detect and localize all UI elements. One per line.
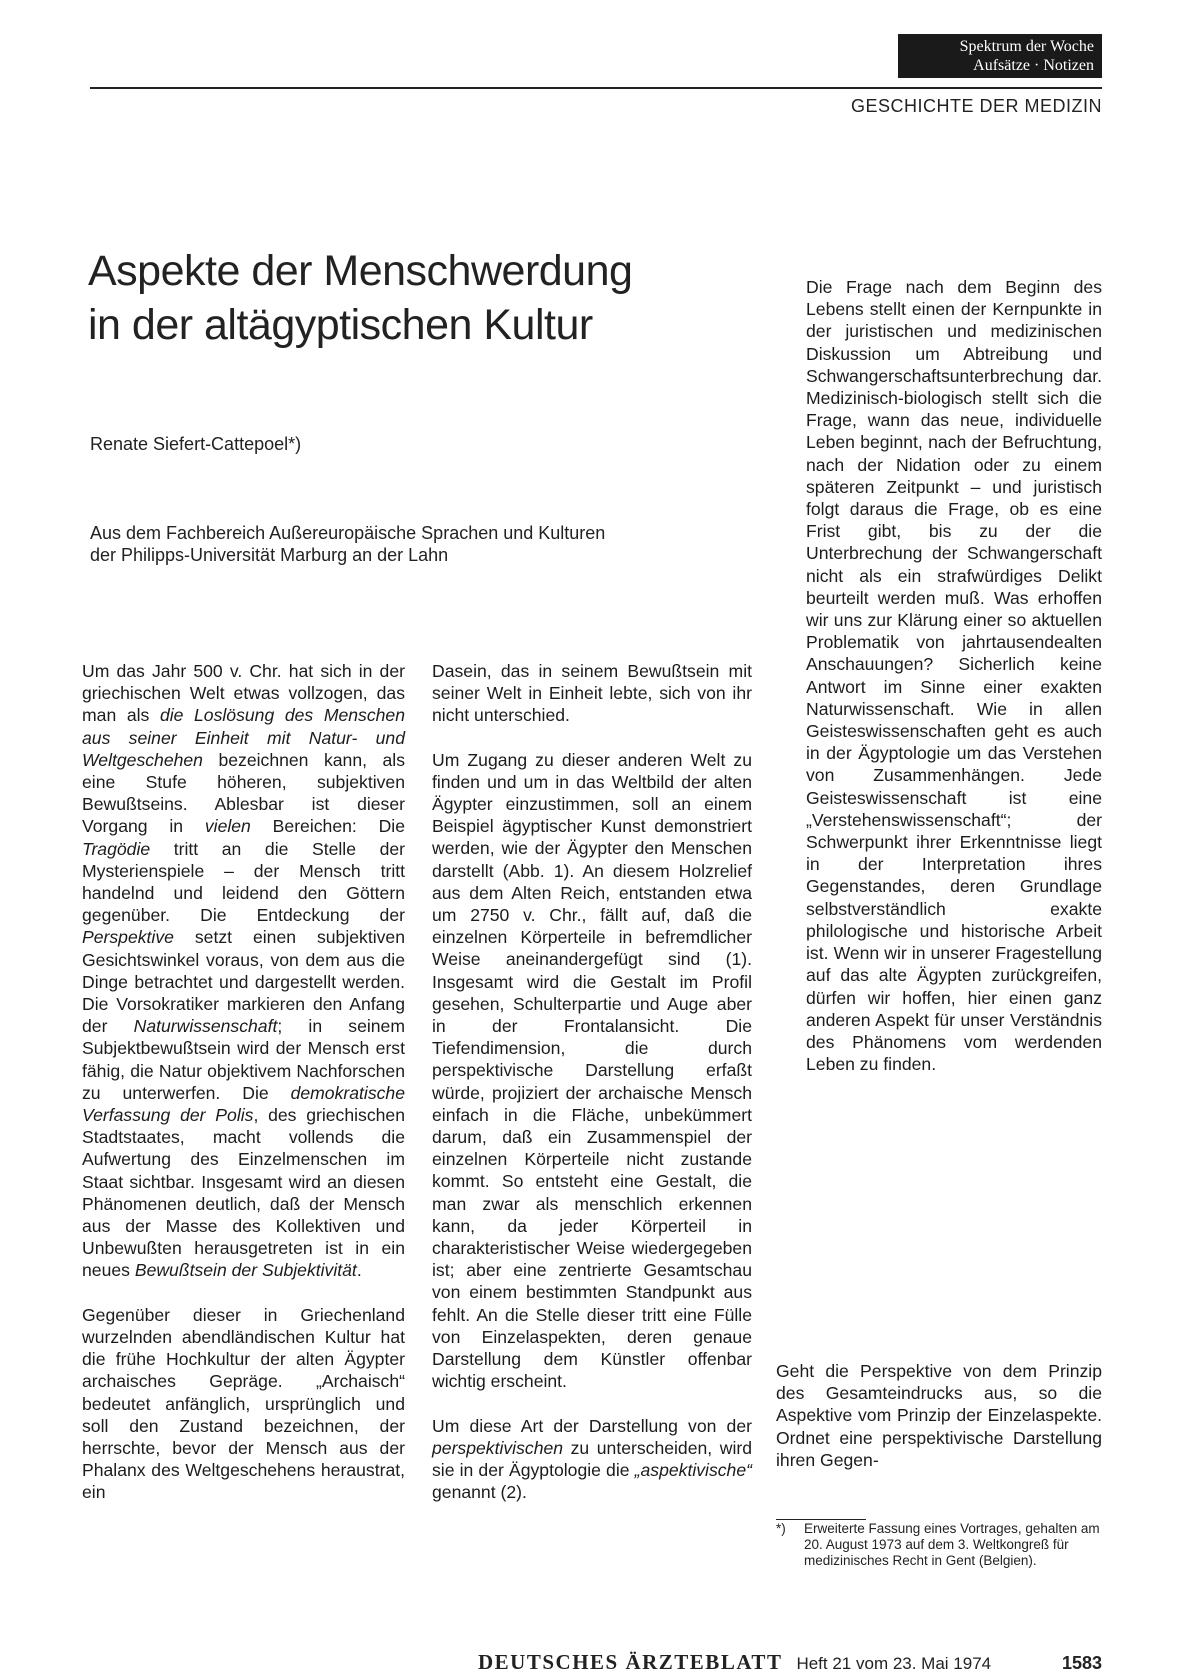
article-title <box>88 244 728 352</box>
paragraph: Um Zugang zu dieser anderen Welt zu finden und um in das Weltbild der alten Ägypter einzustimmen, soll an einem Beispiel ägyptischer Kunst demonstriert werden, wie der Ägypter den Menschen darstellt (Abb. 1). An diesem Holzrelief aus dem Alten Reich, entstanden etwa um 2750 v. Chr., fällt auf, daß die einzelnen Körperteile in befremdlicher Weise aneinandergefügt sind (1). Insgesamt wird die Gestalt im Profil gesehen, Schulterpartie und Auge aber in der Frontalansicht. Die Tiefendimension, die durch perspektivische Darstellung erfaßt würde, projiziert der archaische Mensch einfach in die Fläche, unbekümmert darum, daß ein Zusammenspiel der einzelnen Körperteile nicht zustande kommt. So entsteht eine Gestalt, die man zwar als menschlich erkennen kann, da jeder Körperteil in charakteristischer Weise wiedergegeben ist; aber eine zentrierte Gesamtschau von einem bestimmten Standpunkt aus fehlt. An die Stelle dieser tritt eine Fülle von Einzelaspekten, deren genaue Darstellung dem Künstler offenbar wichtig erscheint. <box>432 749 752 1392</box>
intro-column <box>806 276 1102 1097</box>
emphasis: die Loslösung des Menschen aus seiner Einheit mit Natur- und Weltgeschehen <box>82 705 405 770</box>
paragraph: Dasein, das in seinem Bewußtsein mit seiner Welt in Einheit lebte, sich von ihr nicht unterschied. <box>432 661 752 726</box>
affiliation-line-2: der Philipps-Universität Marburg an der Lahn <box>90 545 449 565</box>
affiliation <box>90 522 710 566</box>
paragraph <box>82 660 405 1282</box>
header-rule <box>90 87 1102 89</box>
section-badge <box>898 34 1102 78</box>
body-column-1 <box>82 660 405 1526</box>
paragraph <box>432 1415 752 1504</box>
affiliation-line-1: Aus dem Fachbereich Außereuropäische Sprachen und Kulturen <box>90 523 606 543</box>
section-heading: GESCHICHTE DER MEDIZIN <box>850 96 1102 116</box>
body-column-3 <box>776 1360 1102 1493</box>
paragraph: Gegenüber dieser in Griechenland wurzelnden abendländischen Kultur hat die frühe Hochkultur der alten Ägypter archaisches Gepräge. „Archaisch“ bedeutet anfänglich, ursprünglich und soll den Zustand bezeichnen, der herrschte, bevor der Mensch aus der Phalanx des Weltgeschehens heraustrat, ein <box>82 1304 405 1503</box>
text-run: . <box>356 1260 362 1281</box>
issue-info: Heft 21 vom 23. Mai 1974 <box>796 1654 992 1673</box>
badge-line-2: Aufsätze · Notizen <box>973 57 1094 74</box>
paragraph: Die Frage nach dem Beginn des Lebens stellt einen der Kernpunkte in der juristischen und medizinischen Diskussion um Abtreibung und Schwangerschaftsunterbrechung dar. Medizinisch-biologisch stellt sich die Frage, wann das neue, individuelle Leben beginnt, nach der Befruchtung, nach der Nidation oder zu einem späteren Zeitpunkt – und juristisch folgt daraus die Frage, ob es eine Frist gibt, bis zu der die Unterbrechung der Schwangerschaft nicht als ein strafwürdiges Delikt beurteilt werden muß. Was erhoffen wir uns zur Klärung einer so aktuellen Problematik von jahrtausendealten Anschauungen? Sicherlich keine Antwort im Sinne einer exakten Naturwissenschaft. Wie in allen Geisteswissenschaften geht es auch in der Ägyptologie um das Verstehen von Zusammenhängen. Jede Geisteswissenschaft ist eine „Verstehenswissenschaft“; der Schwerpunkt ihrer Erkenntnisse liegt in der Interpretation ihres Gegenstandes, deren Grundlage selbstverständlich exakte philologische und historische Arbeit ist. Wenn wir in unserer Fragestellung auf das alte Ägypten zurückgreifen, dürfen wir hoffen, hier einen ganz anderen Aspekt für unser Verständnis des Phänomens vom werdenden Leben zu finden. <box>806 277 1102 1075</box>
text-run: ; in seinem Subjektbewußtsein wird der Mensch erst fähig, die Natur objektivem Nachforschen zu unterwerfen. Die <box>82 1016 405 1103</box>
text-run: Um diese Art der Darstellung von der <box>432 1415 752 1436</box>
footnote-rule <box>776 1519 866 1520</box>
body-column-2 <box>432 660 752 1525</box>
text-run: bezeichnen kann, als eine Stufe höheren, subjektiven Bewußtseins. Ablesbar ist dieser Vorgang in <box>82 749 405 837</box>
emphasis: perspektivischen <box>432 1437 564 1458</box>
emphasis: Naturwissenschaft <box>133 1016 278 1037</box>
title-line-1: Aspekte der Menschwerdung <box>88 247 633 295</box>
text-run: tritt an die Stelle der Mysterienspiele – der Mensch tritt handelnd und leidend den Göttern gegenüber. Die Entdeckung der <box>82 838 405 926</box>
emphasis: Perspektive <box>82 927 174 948</box>
footnote-text: Erweiterte Fassung eines Vortrages, gehalten am 20. August 1973 auf dem 3. Weltkongreß für medizinisches Recht in Gent (Belgien). <box>804 1521 1100 1568</box>
badge-line-1: Spektrum der Woche <box>959 38 1094 55</box>
page-footer <box>478 1650 1102 1675</box>
page-number: 1583 <box>1061 1653 1102 1673</box>
text-run: setzt einen subjektiven Gesichtswinkel voraus, von dem aus die Dinge betrachtet und dargestellt werden. Die Vorsokratiker markieren den Anfang der <box>82 927 405 1037</box>
text-run: Bereichen: Die <box>250 816 405 837</box>
footnote-mark: *) <box>776 1521 786 1536</box>
text-run: Um das Jahr 500 v. Chr. hat sich in der griechischen Welt etwas vollzogen, das man als <box>82 661 405 726</box>
emphasis: vielen <box>204 816 251 837</box>
emphasis: „aspektivische“ <box>634 1459 752 1480</box>
emphasis: Bewußtsein der Subjektivität <box>134 1260 357 1281</box>
text-run: , des griechischen Stadtstaates, macht vollends die Aufwertung des Einzelmenschen im Staat sichtbar. Insgesamt wird an diesen Phänomenen deutlich, daß der Mensch aus der Masse des Kollektiven und Unbewußten herausgetreten ist in ein neues <box>82 1105 405 1281</box>
emphasis: Tragödie <box>82 838 151 859</box>
text-run: genannt (2). <box>432 1482 527 1503</box>
title-line-2: in der altägyptischen Kultur <box>88 301 593 349</box>
paragraph: Geht die Perspektive von dem Prinzip des Gesamteindrucks aus, so die Aspektive vom Prinzip der Einzelaspekte. Ordnet eine perspektivische Darstellung ihren Gegen- <box>776 1361 1102 1470</box>
author: Renate Siefert-Cattepoel*) <box>90 434 302 454</box>
magazine-name: DEUTSCHES ÄRZTEBLATT <box>478 1650 783 1674</box>
text-run: zu unterscheiden, wird sie in der Ägyptologie die <box>432 1437 752 1480</box>
emphasis: demokratische Verfassung der Polis <box>82 1082 405 1126</box>
footnote <box>776 1521 1102 1569</box>
